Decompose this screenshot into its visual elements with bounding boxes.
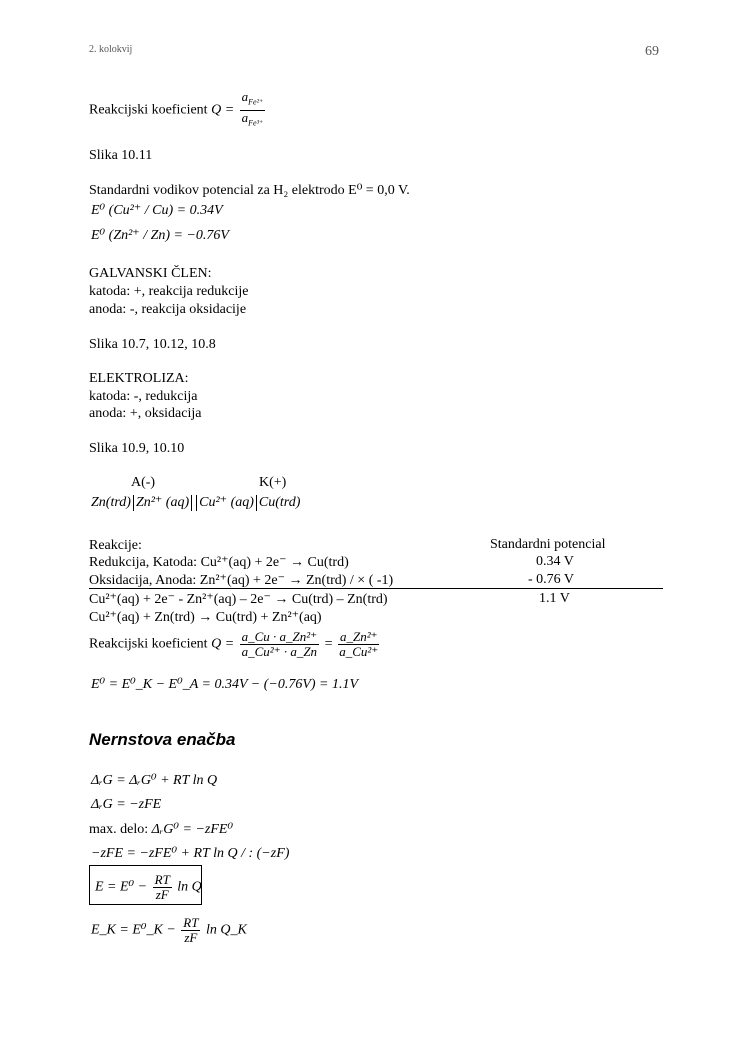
std-potential-header: Standardni potencial xyxy=(490,537,606,552)
q-equals: Q = xyxy=(211,636,235,652)
rt-numerator-k: RT xyxy=(183,915,199,930)
max-work-line xyxy=(89,821,233,838)
fe-numerator: a xyxy=(241,89,249,104)
cathode-label: K(+) xyxy=(259,475,287,490)
nernst-cathode-equation xyxy=(91,916,247,945)
reaction-quotient-fe xyxy=(89,90,267,130)
cell-fraction-numerator: a_Cu · a_Zn²⁺ xyxy=(241,629,318,644)
reaction-quotient-label: Reakcijski koeficient xyxy=(89,636,208,652)
net-reaction: Cu²⁺(aq) + Zn(trd) → Cu(trd) + Zn²⁺(aq) xyxy=(89,610,322,625)
equals-sign: = xyxy=(324,636,333,652)
rt-numerator: RT xyxy=(154,872,170,887)
elektroliza-katoda: katoda: -, redukcija xyxy=(89,389,198,404)
cell-cu-aq: Cu²⁺ (aq) xyxy=(199,495,254,510)
elektroliza-anoda: anoda: +, oksidacija xyxy=(89,406,202,421)
max-work-label: max. delo: xyxy=(89,822,149,837)
cell-potential: 1.1 V xyxy=(539,591,570,606)
galvanski-katoda: katoda: +, reakcija redukcije xyxy=(89,284,249,299)
e0-cu: E⁰ (Cu²⁺ / Cu) = 0.34V xyxy=(91,203,223,218)
sum-rule xyxy=(89,588,663,589)
cell-cu-solid: Cu(trd) xyxy=(258,495,301,510)
nernst-equation xyxy=(95,873,202,902)
rt-zf-fraction xyxy=(153,873,172,902)
cell-fraction-simplified xyxy=(338,630,380,659)
phase-boundary xyxy=(256,495,257,511)
q-equals: Q = xyxy=(211,102,235,118)
nernst-lhs: E = E⁰ − xyxy=(95,879,148,895)
rt-zf-fraction-k xyxy=(181,916,200,945)
salt-bridge xyxy=(191,495,197,511)
gibbs-eq-3: −zFE = −zFE⁰ + RT ln Q / : (−zF) xyxy=(91,846,290,861)
reduction-reaction: Redukcija, Katoda: Cu²⁺(aq) + 2e⁻ → Cu(trd) xyxy=(89,555,349,570)
ln-qk: ln Q_K xyxy=(205,922,247,938)
oxidation-potential: - 0.76 V xyxy=(528,572,575,587)
cell-zn-aq: Zn²⁺ (aq) xyxy=(135,495,190,510)
simplified-denominator: a_Cu²⁺ xyxy=(339,644,379,659)
ln-q: ln Q xyxy=(177,879,202,895)
zf-denominator-k: zF xyxy=(184,930,198,945)
nernst-heading: Nernstova enačba xyxy=(89,730,236,749)
cell-zn-solid: Zn(trd) xyxy=(91,495,131,510)
e0-total: E⁰ = E⁰_K − E⁰_A = 0.34V − (−0.76V) = 1.1V xyxy=(91,677,359,692)
fe-numerator-sub: Fe²⁺ xyxy=(248,97,264,107)
elektroliza-heading: ELEKTROLIZA: xyxy=(89,371,189,386)
reaction-quotient-cell xyxy=(89,630,381,659)
fe-denominator-sub: Fe³⁺ xyxy=(248,118,264,128)
cell-notation xyxy=(91,494,300,511)
slika-10-7: Slika 10.7, 10.12, 10.8 xyxy=(89,337,216,352)
phase-boundary xyxy=(133,495,134,511)
simplified-numerator: a_Zn²⁺ xyxy=(339,629,378,644)
cell-fraction-denominator: a_Cu²⁺ · a_Zn xyxy=(241,644,318,659)
sum-reaction: Cu²⁺(aq) + 2e⁻ - Zn²⁺(aq) – 2e⁻ → Cu(trd) – Zn(trd) xyxy=(89,592,388,607)
fe-fraction xyxy=(240,90,266,130)
gibbs-eq-2: ΔᵣG = −zFE xyxy=(91,797,162,812)
cell-fraction-full xyxy=(240,630,319,659)
anode-label: A(-) xyxy=(131,475,156,490)
reaction-quotient-label: Reakcijski koeficient xyxy=(89,102,208,118)
running-header: 2. kolokvij xyxy=(89,44,133,55)
zf-denominator: zF xyxy=(155,887,169,902)
reduction-potential: 0.34 V xyxy=(536,554,574,569)
std-hydrogen-potential: Standardni vodikov potencial za H₂ elektrodo E⁰ = 0,0 V. xyxy=(89,183,410,198)
galvanski-heading: GALVANSKI ČLEN: xyxy=(89,266,212,281)
ek-lhs: E_K = E⁰_K − xyxy=(91,922,176,938)
slika-10-9: Slika 10.9, 10.10 xyxy=(89,441,185,456)
page-number: 69 xyxy=(645,44,659,59)
reakcije-label: Reakcije: xyxy=(89,538,142,553)
galvanski-anoda: anoda: -, reakcija oksidacije xyxy=(89,302,247,317)
gibbs-eq-1: ΔᵣG = ΔᵣG⁰ + RT ln Q xyxy=(91,773,218,788)
e0-zn: E⁰ (Zn²⁺ / Zn) = −0.76V xyxy=(91,228,229,243)
fe-denominator: a xyxy=(241,109,249,125)
oxidation-reaction: Oksidacija, Anoda: Zn²⁺(aq) + 2e⁻ → Zn(trd) / × ( -1) xyxy=(89,573,394,588)
slika-10-11: Slika 10.11 xyxy=(89,148,153,163)
max-work-eq: ΔᵣG⁰ = −zFE⁰ xyxy=(151,822,234,837)
